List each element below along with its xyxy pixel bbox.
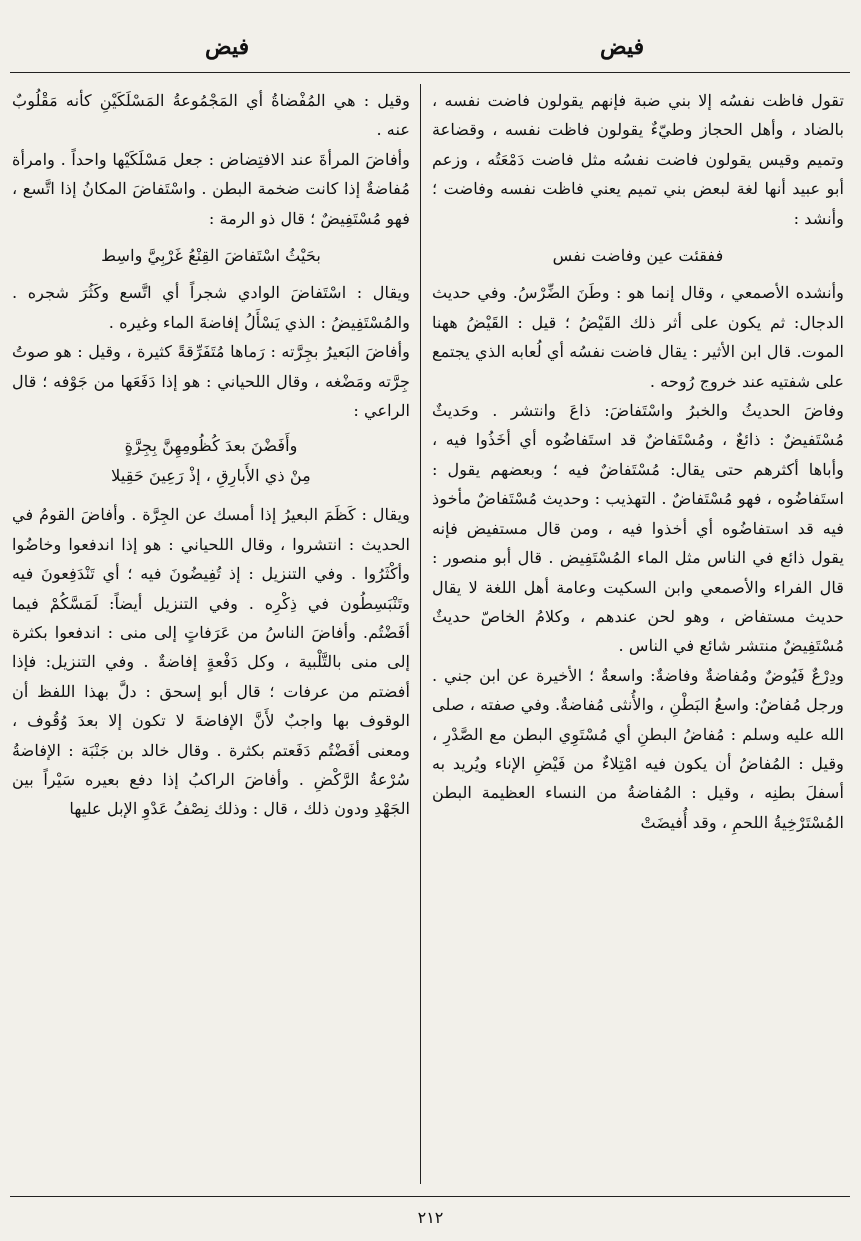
paragraph: ويقال : كَظَمَ البعيرُ إذا أمسك عن الجِرَّة . وأفاضَ القومُ في الحديث : انتشروا ، وقال اللحياني : هو إذا اندفعوا وخاضُوا وأكْثَرُوا . وفي التنزيل : إذ تُفِيضُونَ فيه ؛ أي تَنْدَفِعونَ فيه وتَنْبَسِطُون في ذِكْرِه . وفي التنزيل أيضاً: لَمَسَّكُمْ فيما أفَضْتُم. وأفاضَ الناسُ من عَرَفاتٍ إلى منى : اندفعوا بكثرة إلى منى بالتَّلْبية ، وكل دَفْعةٍ إفاضةٌ . وفي التنزيل: فإذا أفضتم من عرفات ؛ قال أبو إسحق : دلَّ بهذا اللفظ أن الوقوف بها واجبٌ لأَنَّ الإفاضةَ لا تكون إلا بعدَ وُقُوف ، ومعنى أفَضْتُم دَفَعتم بكثرة . وقال خالد بن جَنْبَة : الإفاضةُ سُرْعةُ الرَّكْضِ . وأفاضَ الراكبُ إذا دفع بعيره سَيْراً بين الجَهْدِ ودون ذلك ، قال : وذلك نِصْفُ عَدْوِ الإبل عليها: [12, 505, 410, 819]
footer-rule: [10, 1196, 850, 1197]
header-entry-word-left: فيض: [205, 34, 250, 60]
verse-line: وأَفَضْنَ بعدَ كُظُومِهِنَّ بِجِرَّةٍ: [124, 436, 298, 456]
column-divider: [420, 84, 421, 1184]
right-column: [432, 86, 844, 1186]
verse-line: مِنْ ذي الأَبارِقِ ، إذْ رَعِينَ حَقِيلا: [111, 465, 311, 485]
paragraph: ويقال : اسْتَفاضَ الوادي شجراً أي اتَّسع وكَثُرَ شجره . والمُسْتَفِيضُ : الذي يَسْأَلُ إفاضةَ الماء وغيره .: [12, 283, 410, 332]
left-column: [12, 86, 410, 1186]
page-number: ٢١٢: [417, 1208, 444, 1227]
paragraph: ودِرْعٌ فَيُوضٌ ومُفاضةٌ وفاضةٌ: واسعةٌ ؛ الأخيرة عن ابن جني . ورجل مُفاضٌ: واسعُ البَطْنِ ، والأُنثى مُفاضةٌ. وفي صفته ، صلى الله عليه وسلم : مُفاضُ البطنِ أي مُسْتَوِي البطن مع الصَّدْرِ ، وقيل : المُفاضُ أن يكون فيه امْتِلاءٌ من فَيْضِ الإناء ويُريد به أسفلَ بطنِه ، وقيل : المُفاضةُ من النساء العظيمة البطن المُسْتَرْخِيةُ اللحمِ ، وقد أُفيضَتْ: [432, 665, 844, 832]
paragraph: وفاضَ الحديثُ والخبرُ واسْتَفاضَ: ذاعَ وانتشر . وحَديثٌ مُسْتَفيضٌ : ذائعٌ ، ومُسْتَفاضٌ قد استَفاضُوه أي أخَذُوا فيه ، وأباها أكثرهم حتى يقال: مُسْتَفاضٌ فيه ؛ وبعضهم يقول : استَفاضُوه ، فهو مُسْتَفاضٌ . التهذيب : وحديث مُسْتَفاضٌ مأخوذ فيه قد استفاضُوه أي أخذوا فيه ، ومن قال مستفيض فإنه يقول ذائع في الناس مثل الماء المُسْتَفِيض . قال أبو منصور : قال الفراء والأصمعي وابن السكيت وعامة أهل اللغة لا يقال حديث مستفاض ، وهو لحن عندهم ، وكلامُ الخاصّ حديثٌ مُسْتَفِيضٌ منتشر شائع في الناس .: [432, 401, 844, 656]
header-entry-word-right: فيض: [600, 34, 645, 60]
paragraph: وأنشده الأصمعي ، وقال إنما هو : وطَنَ الضِّرْسُ. وفي حديث الدجال: ثم يكون على أثر ذلك القَيْضُ ؛ قيل : القَيْضُ ههنا الموت. قال ابن الأثير : يقال فاضت نفسُه أي لُعابه الذي يجتمع على شفتيه عند خروج رُوحه .: [432, 283, 844, 391]
verse-line: بحَيْثُ اسْتَفاضَ القِنْعُ غَرْبِيَّ واسِط: [101, 246, 321, 266]
paragraph: وقيل : هي المُفْضاةُ أي المَجْمُوعةُ المَسْلَكَيْنِ كأنه مَقْلُوبٌ عنه .: [12, 91, 410, 140]
paragraph: تقول فاظت نفسُه إلا بني ضبة فإنهم يقولون فاضت نفسه ، بالضاد ، وأهل الحجاز وطيّءٌ يقولون فاظت نفسه ، وقضاعة وتميم وقيس يقولون فاضت نفسُه مثل فاضت دَمْعَتُه ، وزعم أبو عبيد أنها لغة لبعض بني تميم يعني فاظت نفسه وفاضت ؛ وأنشد :: [432, 91, 844, 228]
paragraph: وأفاضَ البَعيرُ بجِرَّته : رَماها مُتَفَرِّقةً كثيرة ، وقيل : هو صوتُ جِرَّته ومَضْغه ، وقال اللحياني : هو إذا دَفَعَها من جَوْفه ؛ قال الراعي :: [12, 342, 410, 421]
paragraph: وأفاضَ المرأةَ عند الافتِضاض : جعل مَسْلَكَيْها واحداً . وامرأة مُفاضةٌ إذا كانت ضخمة البطن . واسْتَفاضَ المكانُ إذا اتَّسع ، فهو مُسْتَفِيضٌ ؛ قال ذو الرمة :: [12, 149, 410, 228]
verse-line: ففقئت عين وفاضت نفس: [552, 246, 724, 266]
verse-couplet: [12, 431, 410, 490]
header-rule: [10, 72, 850, 73]
